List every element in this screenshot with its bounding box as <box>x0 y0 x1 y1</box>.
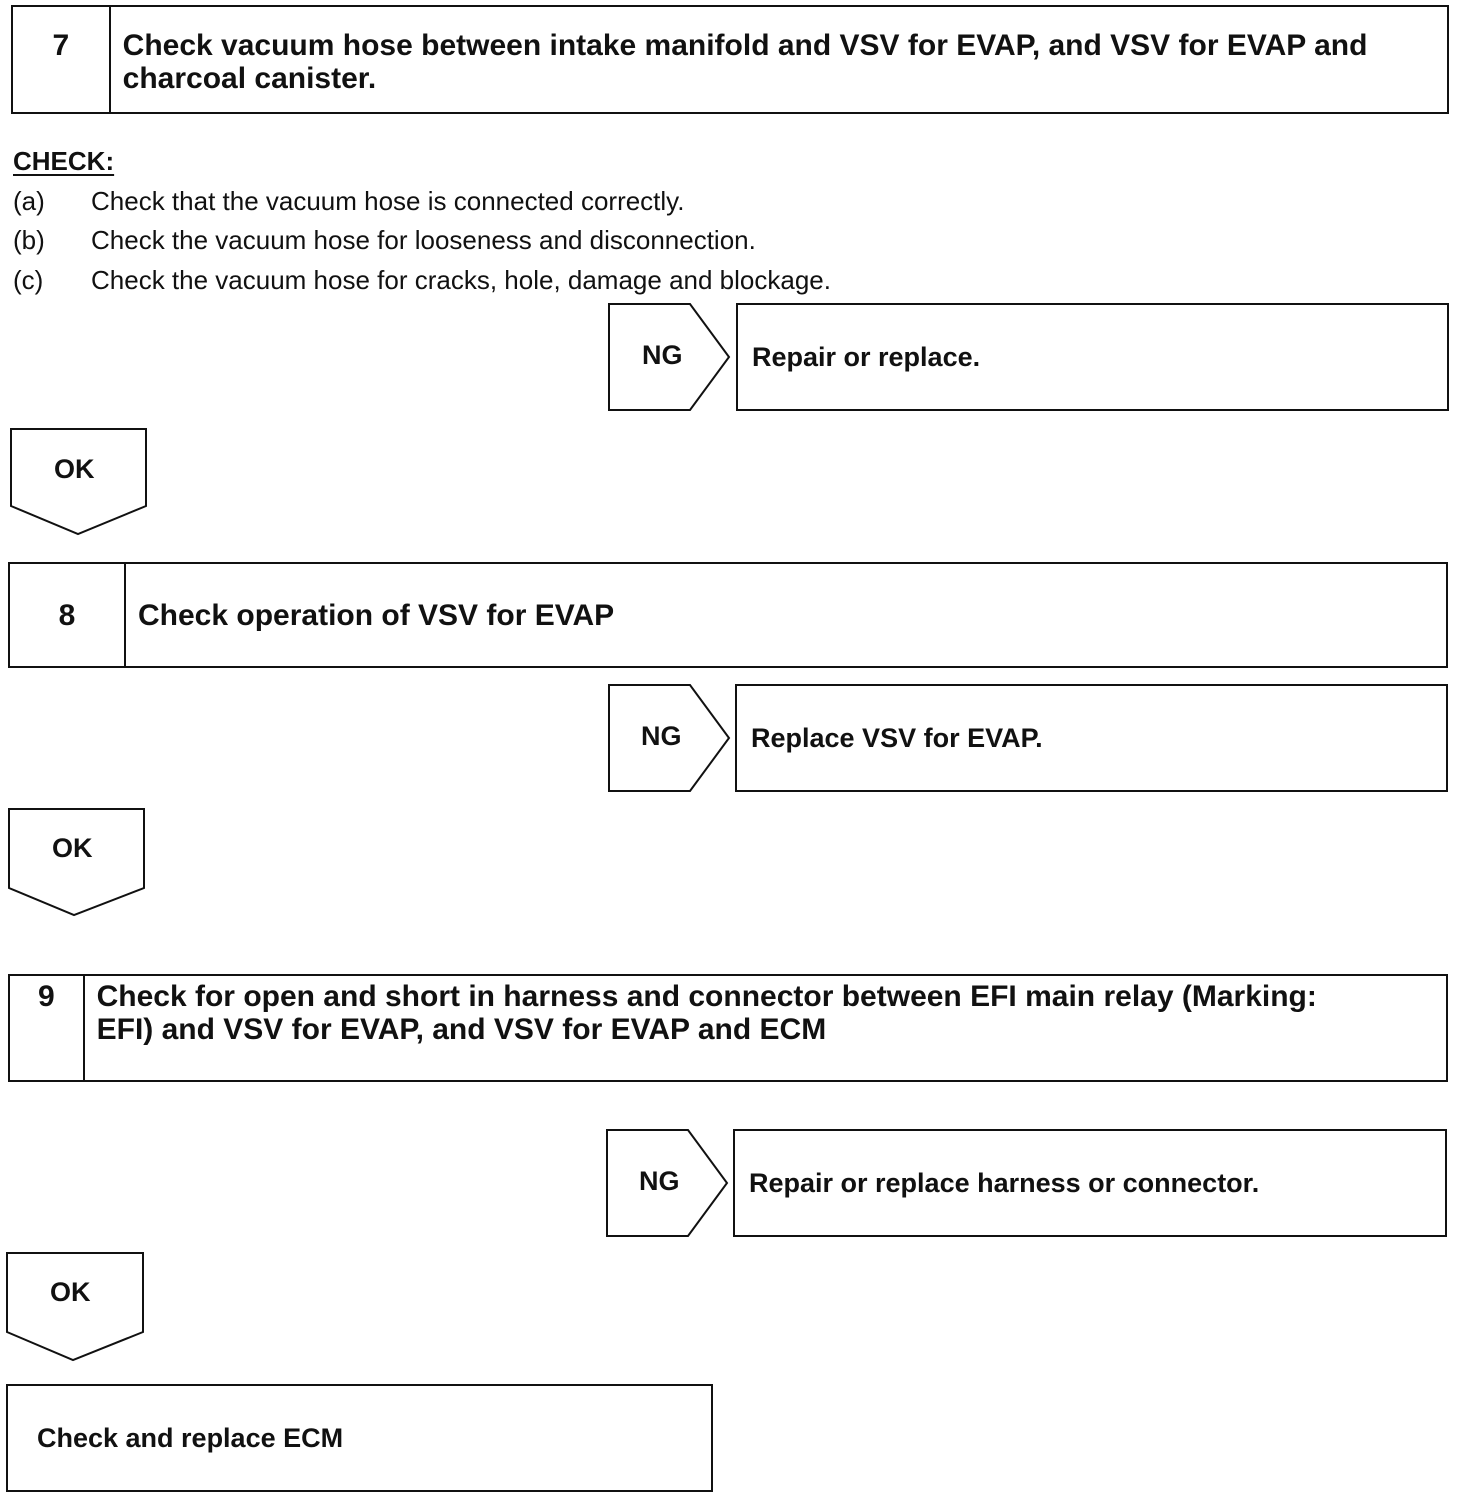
check-item-text: Check that the vacuum hose is connected correctly. <box>91 186 685 216</box>
ng-arrow-tag <box>608 303 732 411</box>
ng-result-box: Repair or replace harness or connector. <box>733 1129 1447 1237</box>
ng-result-box: Replace VSV for EVAP. <box>735 684 1448 792</box>
ng-label: NG <box>642 340 683 370</box>
step-8-box <box>8 562 1448 668</box>
step-8-number: 8 <box>10 564 126 666</box>
check-item-c <box>13 265 831 296</box>
ok-arrow-tag <box>6 1252 145 1362</box>
ok-arrow-tag <box>8 808 146 916</box>
ok-label: OK <box>52 833 93 863</box>
ok-arrow-tag <box>10 428 148 536</box>
check-item-a <box>13 186 684 217</box>
check-item-b <box>13 225 756 256</box>
check-item-letter: (a) <box>13 186 45 216</box>
step-9-title: Check for open and short in harness and connector between EFI main relay (Marking: EFI) and VSV for EVAP, and VSV for EVAP and ECM <box>96 980 1317 1046</box>
step-7-title: Check vacuum hose between intake manifold and VSV for EVAP, and VSV for EVAP and charcoal canister. <box>122 29 1368 95</box>
step-9-box <box>8 974 1448 1082</box>
check-item-letter: (c) <box>13 265 44 295</box>
check-heading: CHECK: <box>13 146 115 176</box>
ng-arrow-tag <box>608 684 732 792</box>
step-7-number: 7 <box>13 7 111 112</box>
final-action-box: Check and replace ECM <box>6 1384 713 1492</box>
step-9-number: 9 <box>10 976 85 1080</box>
ng-arrow-tag <box>606 1129 730 1237</box>
ng-result-box: Repair or replace. <box>736 303 1449 411</box>
check-item-text: Check the vacuum hose for cracks, hole, damage and blockage. <box>91 265 831 295</box>
step-7-box <box>11 5 1449 114</box>
step-8-title: Check operation of VSV for EVAP <box>138 599 615 632</box>
ng-label: NG <box>639 1166 680 1196</box>
check-item-text: Check the vacuum hose for looseness and disconnection. <box>91 225 756 255</box>
check-item-letter: (b) <box>13 225 45 255</box>
ok-label: OK <box>50 1277 91 1307</box>
ng-label: NG <box>641 721 682 751</box>
ok-label: OK <box>54 454 95 484</box>
